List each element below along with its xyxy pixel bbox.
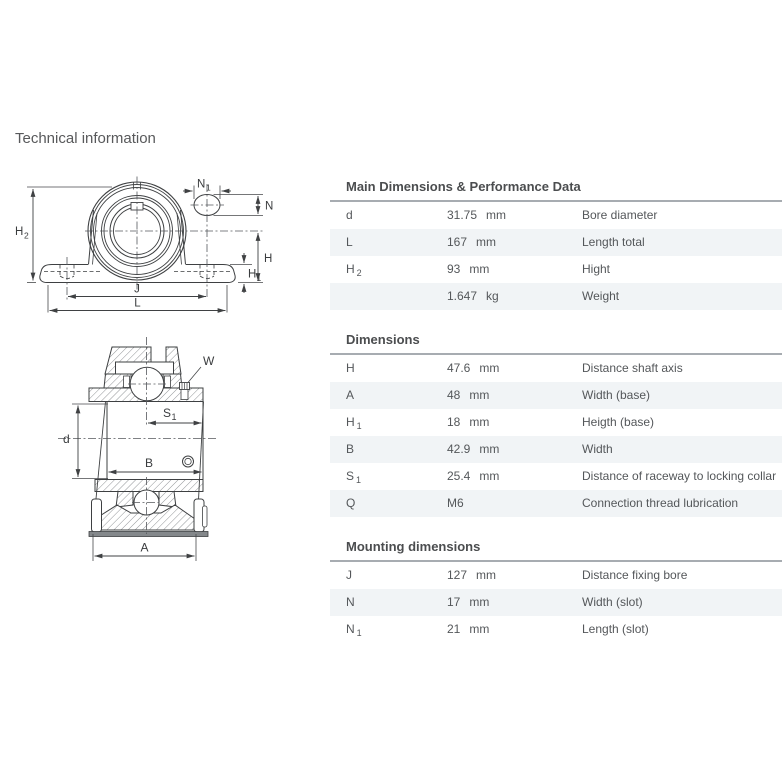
dim-description: Distance shaft axis xyxy=(582,361,683,375)
dim-value: M6 xyxy=(447,496,464,510)
dim-symbol: H $_1$ xyxy=(346,415,362,431)
dim-description: Length (slot) xyxy=(582,622,649,636)
section-title: Main Dimensions & Performance Data xyxy=(330,170,782,202)
page-title: Technical information xyxy=(15,130,156,147)
dim-label-j: J xyxy=(134,283,140,296)
dim-symbol: Q xyxy=(346,496,356,510)
dim-description: Width (slot) xyxy=(582,595,643,609)
dim-description: Width (base) xyxy=(582,388,651,402)
technical-drawings xyxy=(0,165,330,575)
section-title: Dimensions xyxy=(330,323,782,355)
dim-value: 25.4 mm xyxy=(447,469,500,483)
table-row xyxy=(330,409,782,436)
dim-label-n1: N xyxy=(197,178,206,191)
table-row xyxy=(330,256,782,283)
dim-symbol: H xyxy=(346,361,355,375)
dim-label-n: N xyxy=(265,200,274,213)
dim-value: 47.6 mm xyxy=(447,361,500,375)
dim-label-s1: S xyxy=(163,406,172,420)
table-row xyxy=(330,490,782,517)
dim-label-h2-sub: 2 xyxy=(24,230,29,241)
dim-value: 18 mm xyxy=(447,415,490,429)
table-row xyxy=(330,436,782,463)
front-view-drawing xyxy=(15,177,273,313)
dim-symbol: S $_1$ xyxy=(346,469,362,485)
table-row xyxy=(330,589,782,616)
dim-description: Width xyxy=(582,442,613,456)
dim-label-h1: H xyxy=(248,268,257,281)
dim-symbol: N $_1$ xyxy=(346,622,362,638)
dim-description: Distance of raceway to locking collar xyxy=(582,469,777,483)
dim-description: Distance fixing bore xyxy=(582,568,688,582)
dim-value: 167 mm xyxy=(447,235,497,249)
dim-value: 93 mm xyxy=(447,262,490,276)
dim-value: 31.75 mm xyxy=(447,208,507,222)
dim-label-h1-sub: 1 xyxy=(256,273,262,283)
table-row xyxy=(330,283,782,310)
dim-symbol: N xyxy=(346,595,355,609)
dim-value: 21 mm xyxy=(447,622,490,636)
dim-label-d: d xyxy=(63,432,70,446)
dim-label-n1-sub: 1 xyxy=(206,182,211,193)
base-plate xyxy=(89,532,208,537)
dim-label-s1-sub: 1 xyxy=(171,412,177,422)
table-dimensions xyxy=(330,323,782,517)
dim-label-a: A xyxy=(140,540,149,555)
dim-value: 17 mm xyxy=(447,595,490,609)
table-row xyxy=(330,463,782,490)
dim-value: 1.647 kg xyxy=(447,289,499,303)
dim-symbol: H $_2$ xyxy=(346,262,362,278)
dim-label-h: H xyxy=(264,253,273,265)
dim-value: 42.9 mm xyxy=(447,442,500,456)
dim-symbol: J xyxy=(346,568,352,582)
dim-label-b: B xyxy=(144,456,154,470)
dim-label-w: W xyxy=(203,354,215,368)
dim-symbol: d xyxy=(346,208,353,222)
table-row xyxy=(330,229,782,256)
dim-description: Connection thread lubrication xyxy=(582,496,739,510)
table-row xyxy=(330,382,782,409)
dim-label-l: L xyxy=(134,297,141,310)
grease-fitting xyxy=(180,383,190,400)
dim-symbol: L xyxy=(346,235,353,249)
table-main-dimensions xyxy=(330,170,782,310)
dim-value: 127 mm xyxy=(447,568,497,582)
dim-description: Heigth (base) xyxy=(582,415,655,429)
side-view-drawing xyxy=(58,337,216,561)
table-row xyxy=(330,616,782,643)
dim-symbol: B xyxy=(346,442,355,456)
dim-label-h2: H xyxy=(15,226,24,238)
dimension-tables xyxy=(330,170,782,643)
table-mounting-dimensions xyxy=(330,530,782,643)
table-row xyxy=(330,355,782,382)
dim-description: Weight xyxy=(582,289,620,303)
dim-symbol xyxy=(330,283,447,310)
dim-description: Bore diameter xyxy=(582,208,658,222)
table-row xyxy=(330,202,782,229)
section-title: Mounting dimensions xyxy=(330,530,782,562)
table-row xyxy=(330,562,782,589)
dim-description: Length total xyxy=(582,235,645,249)
dim-description: Hight xyxy=(582,262,611,276)
dim-symbol: A xyxy=(346,388,355,402)
dim-value: 48 mm xyxy=(447,388,490,402)
